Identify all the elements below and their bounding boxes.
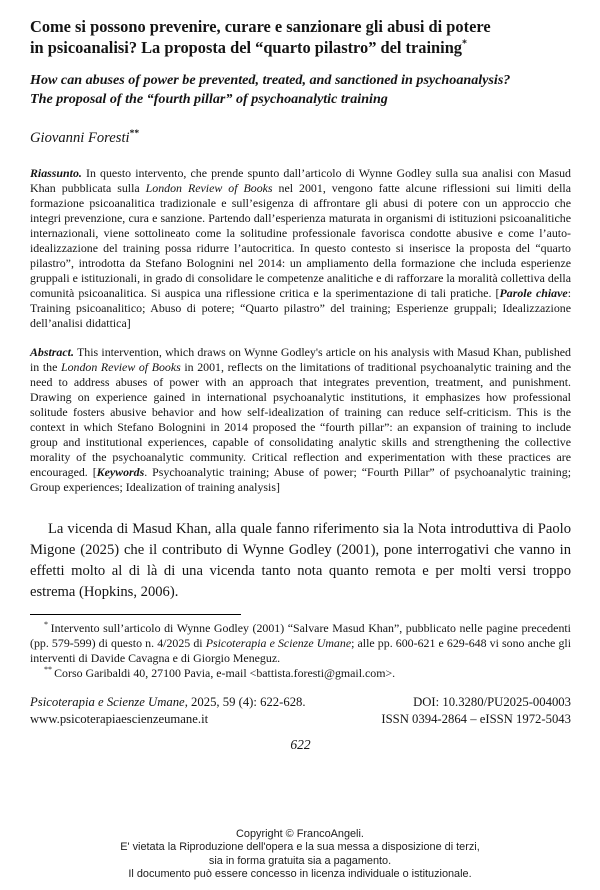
copyright-line: Il documento può essere concesso in licenza individuale o istituzionale. bbox=[128, 868, 472, 881]
abstract-paragraph: Abstract. This intervention, which draws on Wynne Godley's article on his analysis with Masud Khan, published in the London Review of Books in 2001, reflects on the limitations of traditional psychoanalytic training and the need to address abuses of power with an approach that integrates prevention, treatment, and punishment. Drawing on experience gained in international psychoanalytic institutions, it emphasizes how professional solitude fosters abusive behavior and how self-idealization of training can reduce self-criticism. This is the context in which Stefano Bolognini in 2014 proposed the “fourth pillar”: an expansion of training to include group and institutional experiences, capable of consolidating analytic skills and strengthening the collective morality of the psychoanalytic community. Critical reflection and experimentation with these practices are encouraged. [Keywords. Psychoanalytic training; Abuse of power; “Fourth Pillar” of psychoanalytic training; Group experiences; Idealization of training analysis] bbox=[30, 345, 572, 494]
article-title-english bbox=[30, 71, 571, 108]
journal-citation: Psicoterapia e Scienze Umane, 2025, 59 (4): 622-628. bbox=[30, 695, 306, 709]
copyright-line: E' vietata la Riproduzione dell'opera e la sua messa a disposizione di terzi, bbox=[120, 841, 480, 854]
riassunto-paragraph: Riassunto. In questo intervento, che prende spunto dall’articolo di Wynne Godley sulla sua analisi con Masud Khan pubblicata sulla London Review of Books nel 2001, vengono fatte alcune riflessioni sui limiti della formazione psicoanalitica tradizionale e sull’esigenza di affrontare gli abusi di potere con un approccio che integri prevenzione, cura e sanzione. Partendo dall’esperienza maturata in organismi di istituzioni psicoanalitiche internazionali, viene sottolineato come la solitudine professionale favorisca condotte abusive e come l’auto-idealizzazione del training possa ridurre l’autocritica. In questo contesto si inserisce la proposta del “quarto pilastro”, introdotta da Stefano Bolognini nel 2014: un ampliamento della formazione che includa esperienze gruppali e istituzionali, in grado di consolidare le competenze analitiche e di rafforzare la moralità collettiva della comunità psicoanalitica. Si auspica una riflessione critica e la sperimentazione di tali pratiche. [Parole chiave: Training psicoanalitico; Abuso di potere; “Quarto pilastro” del training; Esperienze gruppali; Idealizzazione dell’analisi didattica] bbox=[30, 166, 571, 330]
journal-issn: ISSN 0394-2864 – eISSN 1972-5043 bbox=[381, 712, 571, 726]
subtitle-line-1: How can abuses of power be prevented, treated, and sanctioned in psychoanalysis? bbox=[30, 72, 511, 88]
title-footnote-marker: * bbox=[462, 38, 467, 50]
title-line-1: Come si possono prevenire, curare e sanzionare gli abusi di potere bbox=[30, 17, 491, 36]
article-title-italian bbox=[30, 16, 571, 58]
title-line-2: in psicoanalisi? La proposta del “quarto pilastro” del training* bbox=[30, 38, 467, 57]
copyright-notice bbox=[0, 828, 600, 882]
subtitle-line-2: The proposal of the “fourth pillar” of psychoanalytic training bbox=[30, 90, 388, 107]
body-paragraph: La vicenda di Masud Khan, alla quale fanno riferimento sia la Nota introduttiva di Paolo Migone (2025) che il contributo di Wynne Godley (2001), pone interrogativi che vanno in effetti molto al di là di una vicenda tanto nota quanto remota e per molti versi troppo estrema (Hopkins, 2006). bbox=[30, 521, 571, 600]
journal-citation-row bbox=[30, 694, 571, 711]
page-number: 622 bbox=[290, 737, 311, 752]
journal-info-block bbox=[30, 694, 571, 728]
journal-website-row bbox=[30, 711, 571, 728]
journal-website: www.psicoterapiaescienzeumane.it bbox=[30, 712, 209, 726]
copyright-line: sia in forma gratuita sia a pagamento. bbox=[208, 854, 392, 867]
journal-doi: DOI: 10.3280/PU2025-004003 bbox=[413, 695, 571, 709]
author-name: Giovanni Foresti** bbox=[30, 129, 140, 146]
copyright-line: Copyright © FrancoAngeli. bbox=[236, 828, 364, 840]
footnote-divider bbox=[30, 614, 241, 615]
author-footnote-marker: ** bbox=[129, 129, 140, 140]
footnote-author-address: ** Corso Garibaldi 40, 27100 Pavia, e-mail <battista.foresti@gmail.com>. bbox=[44, 665, 396, 680]
footnote-article: * Intervento sull’articolo di Wynne Godley (2001) “Salvare Masud Khan”, pubblicato nelle pagine precedenti (pp. 579-599) di questo n. 4/2025 di Psicoterapia e Scienze Umane; alle pp. 600-621 e 629-648 vi sono anche gli interventi di Davide Cavagna e di Giorgio Meneguz. bbox=[30, 620, 571, 665]
